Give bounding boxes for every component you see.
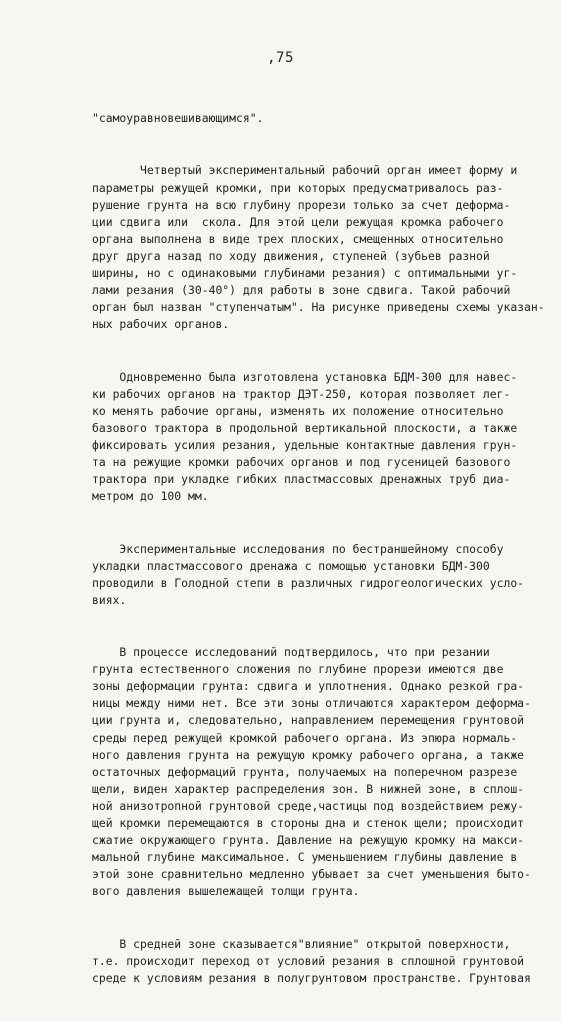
document-body	[92, 76, 545, 1021]
paragraph: В средней зоне сказывается"влияние" открытой поверхности, т.е. происходит переход от условий резания в сплошной грунтовой среде к условиям резания в полугрунтовом пространстве. Грунтовая	[92, 936, 531, 985]
paragraph: Одновременно была изготовлена установка БДМ-300 для навес- ки рабочих органов на трактор ДЭТ-250, которая позволяет лег- ко менять рабочие органы, изменять их положение относительно базового трактора в продольной вертикальной плоскости, а также фиксировать усилия резания, удельные контактные давления грун- та на режущие кромки рабочих органов и под гусеницей базового трактора при укладке гибких пластмассовых дренажных труб диа- метром до 100 мм.	[92, 369, 518, 504]
paragraph: Четвертый экспериментальный рабочий орган имеет форму и параметры режущей кромки, при которых предусматривалось раз- рушение грунта на всю глубину прорези только за счет деформа- ции сдвига или скола. Для этой цели режущая кромка рабочего органа выполнена в виде трех плоских, смещенных относительно друг друга назад по ходу движения, ступеней (зубьев разной ширины, но с одинаковыми глубинами резания) с оптимальными уг- лами резания (30-40°) для работы в зоне сдвига. Такой рабочий орган был назван "ступенчатым". На рисунке приведены схемы указан- ных рабочих органов.	[92, 163, 545, 332]
paragraph: Экспериментальные исследования по бестраншейному способу укладки пластмассового дренажа с помощью установки БДМ-300 проводили в Голодной степи в различных гидрогеологических усло- виях.	[92, 541, 525, 607]
paragraph: "самоуравновешивающимся".	[92, 111, 264, 126]
page-number: ,75	[267, 50, 294, 66]
paragraph: В процессе исследований подтвердилось, что при резании грунта естественного сложения по глубине прорези имеются две зоны деформации грунта: сдвига и уплотнения. Однако резкой гра- ницы между ними нет. Все эти зоны отличаются характером деформа- ции грунта и, следовательно, направлением перемещения грунтовой среды перед режущей кромкой рабочего органа. Из эпюра нормаль- ного давления грунта на режущую кромку рабочего органа, а также остаточных деформаций грунта, получаемых на поперечном разрезе щели, виден характер распределения зон. В нижней зоне, в сплош- ной анизотропной грунтовой среде,частицы под воздействием режу- щей кромки перемещаются в стороны дна и стенок щели; происходит сжатие окружающего грунта. Давление на режущую кромку на макси- мальной глубине максимальное. С уменьшением глубины давление в этой зоне сравнительно медленно убывает за счет уменьшения быто- вого давления вышележащей толщи грунта.	[92, 645, 531, 899]
